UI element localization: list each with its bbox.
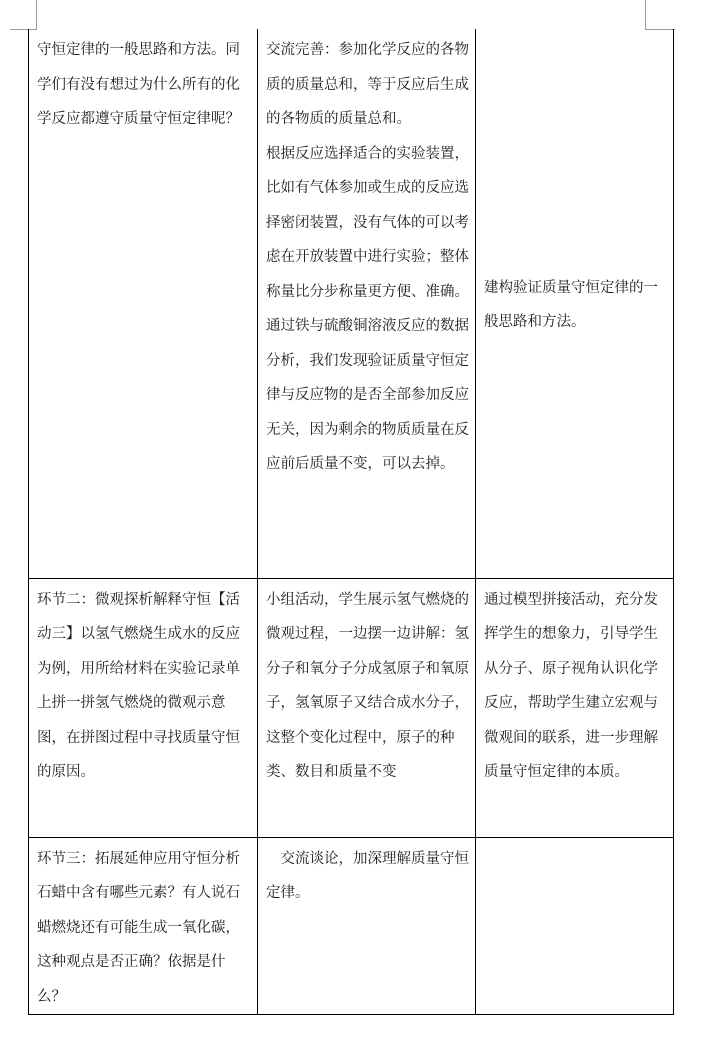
- cell-text: 环节三：拓展延伸应用守恒分析石蜡中含有哪些元素？有人说石蜡燃烧还有可能生成一氧化碳，这种观点是否正确？依据是什么？: [37, 850, 240, 1005]
- student-activity-cell: [258, 578, 476, 837]
- table-row: [29, 29, 674, 578]
- cell-text: 小组活动，学生展示氢气燃烧的微观过程，一边摆一边讲解：氢分子和氧分子分成氢原子和氧原子，氢氧原子又结合成水分子，这整个变化过程中，原子的种类、数目和质量不变: [266, 591, 469, 780]
- cell-text: 交流完善：参加化学反应的各物质的质量总和，等于反应后生成的各物质的质量总和。: [266, 42, 469, 127]
- cell-text: 环节二：微观探析解释守恒【活动三】以氢气燃烧生成水的反应为例，用所给材料在实验记录单上拼一拼氢气燃烧的微观示意图，在拼图过程中寻找质量守恒的原因。: [37, 591, 240, 780]
- cell-text: 交流谈论，加深理解质量守恒定律。: [266, 850, 469, 901]
- cell-text: 根据反应选择适合的实验装置，比如有气体参加或生成的反应选择密闭装置，没有气体的可以考虑在开放装置中进行实验；整体称量比分步称量更方便、准确。通过铁与硫酸铜溶液反应的数据分析，我们发现验证质量守恒定律与反应物的是否全部参加反应无关，因为剩余的物质质量在反应前后质量不变，可以去掉。: [266, 145, 469, 472]
- cell-text: 通过模型拼接活动，充分发挥学生的想象力，引导学生从分子、原子视角认识化学反应，帮助学生建立宏观与微观间的联系，进一步理解质量守恒定律的本质。: [484, 591, 658, 780]
- teacher-activity-cell: [29, 578, 258, 837]
- design-intent-cell: [476, 29, 674, 578]
- cell-text: 建构验证质量守恒定律的一般思路和方法。: [484, 279, 658, 331]
- student-activity-cell: [258, 837, 476, 1015]
- design-intent-cell: [476, 837, 674, 1015]
- lesson-plan-table: [28, 29, 674, 1015]
- teacher-activity-cell: [29, 837, 258, 1015]
- design-intent-cell: [476, 578, 674, 837]
- margin-mark-top-left: [36, 0, 37, 30]
- student-activity-cell: [258, 29, 476, 578]
- teacher-activity-cell: [29, 29, 258, 578]
- table-row: [29, 578, 674, 837]
- table-row: [29, 837, 674, 1015]
- margin-mark-top-right: [645, 0, 646, 30]
- cell-text: 守恒定律的一般思路和方法。同学们有没有想过为什么所有的化学反应都遵守质量守恒定律呢？: [37, 42, 240, 127]
